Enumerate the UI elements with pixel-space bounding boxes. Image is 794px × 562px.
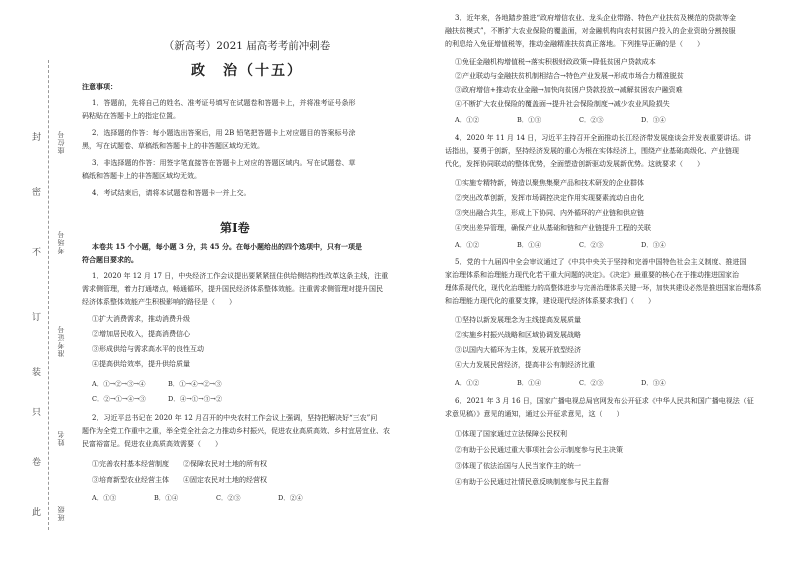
question-5-stem: 5．党的十九届四中全会审议通过了《中共中央关于坚持和完善中国特色社会主义制度、推进国 — [455, 258, 747, 266]
option-b[interactable]: B．①④ — [154, 494, 179, 502]
question-5-item: ①坚持以新发展理念为主线提高发展质量 — [455, 316, 581, 324]
option-a[interactable]: A．①② — [455, 241, 480, 249]
question-1-item: ④提高供给效率，提升供给质量 — [92, 360, 190, 368]
notice-line: 码粘贴在答题卡上的指定位置。 — [82, 112, 180, 120]
notice-line: 3．非选择题的作答：用签字笔直接答在答题卡上对应的答题区域内。写在试题卷、草 — [92, 159, 356, 167]
question-2-stem: 2．习近平总书记在 2020 年 12 月召开的中央农村工作会议上强调，坚持把解决好“三农”问 — [92, 414, 378, 422]
class-label: 班级 — [57, 505, 65, 521]
notice-line: 稿纸和答题卡上的非答题区域均无效。 — [82, 172, 201, 180]
question-5-item: ④大力发展民营经济，提高非公有制经济比重 — [455, 361, 595, 369]
question-3-item: ④不断扩大农业保险的覆盖面→提升社会保险制度→减少农业风险损失 — [455, 100, 670, 108]
strip-char: 订 — [32, 313, 42, 323]
question-5-stem: 理体系现代化，现代化治理能力的高整体进步与完善治理体系关键一环，加快其建设必然是推进国家治理体系 — [445, 284, 762, 292]
question-3-stem: 的利息给入免征增值税等，推动金融精准扶贫真正落地。下列推导正确的是（ ） — [445, 40, 704, 48]
question-1-item: ①扩大消费需求，推动消费升级 — [92, 315, 190, 323]
option-c[interactable]: C．②③ — [216, 494, 241, 502]
strip-char: 封 — [32, 133, 42, 143]
question-1-options — [92, 378, 244, 391]
option-d[interactable]: D．③④ — [641, 116, 666, 124]
option-a[interactable]: A．①→②→③→④ — [92, 380, 146, 388]
exam-title: （新高考）2021 届高考考前冲刺卷 — [163, 40, 331, 52]
question-6-item: ③体现了依法治国与人民当家作主的统一 — [455, 462, 581, 470]
question-1-stem: 需求侧管理，着力打通堵点，畅通循环，提升国民经济体系整体效能。注重需求侧管理对提升国民 — [82, 285, 383, 293]
notice-line: 2．选择题的作答：每小题选出答案后，用 2B 铅笔把答题卡上对应题目的答案标号涂 — [92, 129, 356, 137]
question-6-stem: 6．2021 年 3 月 16 日，国家广播电视总局官网发布公开征求《中华人民共和国广播电视法（征 — [455, 397, 754, 405]
question-2-item: ①完善农村基本经营制度 ②保障农民对土地的所有权 — [92, 460, 267, 468]
notice-line: 4．考试结束后，请将本试题卷和答题卡一并上交。 — [92, 189, 251, 197]
option-c[interactable]: C．②③ — [579, 379, 604, 387]
option-d[interactable]: D．②④ — [278, 494, 303, 502]
option-c[interactable]: C．②③ — [579, 116, 604, 124]
option-d[interactable]: D．④→①→③→② — [168, 395, 223, 403]
question-4-options — [455, 239, 703, 252]
option-d[interactable]: D．③④ — [641, 241, 666, 249]
option-a[interactable]: A．①② — [455, 116, 480, 124]
admission-number-label: 准考证号 — [57, 325, 65, 357]
seat-number-label: 座位号 — [57, 130, 65, 154]
name-label: 姓名 — [57, 430, 65, 446]
question-3-stem: 3．近年来，各地踏步推进“政府增信农业、龙头企业带路、特色产业扶贫及模范的贷款等金 — [455, 14, 737, 22]
question-3-options — [455, 114, 703, 127]
strip-char: 此 — [32, 508, 42, 518]
question-4-item: ③突出融合共生，形成上下协同、内外循环的产业链和供应链 — [455, 209, 644, 217]
question-1-options — [92, 393, 244, 406]
question-6-item: ④有助于公民通过社情民意反映制度参与民主监督 — [455, 478, 609, 486]
question-6-item: ②有助于公民通过重大事项社会公示制度参与民主决策 — [455, 446, 623, 454]
question-3-item: ②产业联动与金融扶贫机制相结合→特色产业发展→形成市场合力精准脱贫 — [455, 72, 684, 80]
question-3-item: ①免征金融机构增值税→落实积极财政政策→降低贫困户贷款成本 — [455, 58, 656, 66]
option-c[interactable]: C．②③ — [579, 241, 604, 249]
question-1-stem: 经济体系整体效能产生积极影响的路径是（ ） — [82, 298, 236, 306]
question-4-stem: 4．2020 年 11 月 14 日，习近平主持召开全面推动长江经济带发展座谈会并发表重要讲话。讲 — [455, 134, 752, 142]
notice-line: 1．答题前，先将自己的姓名、准考证号填写在试题卷和答题卡上，并将准考证号条形 — [92, 99, 356, 107]
option-d[interactable]: D．③④ — [641, 379, 666, 387]
question-1-stem: 1．2020 年 12 月 17 日，中央经济工作会议提出要紧紧扭住供给侧结构性改革这条主线，注重 — [92, 272, 389, 280]
option-b[interactable]: B．①③ — [517, 116, 542, 124]
question-5-stem: 和治理能力现代化的重要支撑，建设现代经济体系要求我们（ ） — [445, 297, 655, 305]
exam-room-label: 考场号 — [57, 230, 65, 254]
question-2-item: ③培育新型农业经营主体 ④固定农民对土地的经营权 — [92, 476, 267, 484]
option-a[interactable]: A．①③ — [92, 494, 117, 502]
section-title: 第Ⅰ卷 — [220, 221, 250, 235]
question-4-item: ④突出差异管理，确保产业从基础和链和产业链提升工程的关联 — [455, 224, 651, 232]
question-5-options — [455, 377, 703, 390]
strip-char: 装 — [32, 368, 42, 378]
option-a[interactable]: A．①② — [455, 379, 480, 387]
subject-title: 政 治（十五） — [191, 63, 303, 79]
binding-line — [48, 60, 49, 530]
question-3-item: ③政府增信+推动农业金融→加快向贫困户贷款投放→减解贫困农户融资难 — [455, 86, 683, 94]
option-b[interactable]: B．①→④→②→③ — [168, 380, 222, 388]
question-5-stem: 家治理体系和治理能力现代化若干重大问题的决定》。《决定》最重要的核心在于推动推进国家治 — [445, 271, 739, 279]
option-b[interactable]: B．①④ — [517, 241, 542, 249]
question-1-item: ③形成供给与需求高水平的良性互动 — [92, 345, 204, 353]
strip-char: 不 — [32, 248, 42, 258]
question-6-stem: 求意见稿）》意见的通知，通过公开征求意见，这（ ） — [445, 410, 624, 418]
binding-strip — [30, 60, 80, 550]
section-intro: 本卷共 15 个小题，每小题 3 分，共 45 分。在每小题给出的四个选项中，只有一项是 — [92, 242, 362, 251]
question-4-item: ①实施专精特新，铸造以聚焦集聚产品和技术研发的企业群体 — [455, 179, 644, 187]
question-2-options — [92, 492, 340, 505]
question-3-stem: 融扶贫模式”，不断扩大农业保险的覆盖面，对金融机构向农村贫困户投入的企业资助分割按服 — [445, 27, 736, 35]
option-c[interactable]: C．②→①→④→③ — [92, 395, 146, 403]
strip-char: 只 — [32, 408, 42, 418]
question-6-item: ①体现了国家通过立法保障公民权利 — [455, 430, 567, 438]
question-5-item: ②实施乡村振兴战略和区域协调发展战略 — [455, 331, 581, 339]
section-intro: 符合题目要求的。 — [82, 255, 138, 264]
strip-char: 密 — [32, 188, 42, 198]
notice-line: 黑，写在试题卷、草稿纸和答题卡上的非答题区域均无效。 — [82, 142, 264, 150]
question-5-item: ③以国内大循环为主体，发展开放型经济 — [455, 346, 581, 354]
question-2-stem: 题作为全党工作重中之重，举全党全社会之力推动乡村振兴，促进农业高质高效、乡村宜居宜业、农 — [82, 427, 390, 435]
option-b[interactable]: B．①④ — [517, 379, 542, 387]
question-2-stem: 民富裕富足。促进农业高质高效需要（ ） — [82, 440, 222, 448]
question-4-stem: 代化，发挥协同联动的整体优势，全面塑造创新驱动发展新优势。这就要求（ ） — [445, 160, 704, 168]
question-1-item: ②增加居民收入，提高消费信心 — [92, 330, 190, 338]
question-4-stem: 话指出，要勇于创新，坚持经济发展的重心为根在实体经济上，围绕产业基础高级化、产业链现 — [445, 147, 739, 155]
strip-char: 卷 — [32, 458, 42, 468]
question-4-item: ②突出改革创新，发挥市场调控决定作用实现要素流动自由化 — [455, 194, 644, 202]
notice-heading: 注意事项： — [82, 82, 117, 91]
